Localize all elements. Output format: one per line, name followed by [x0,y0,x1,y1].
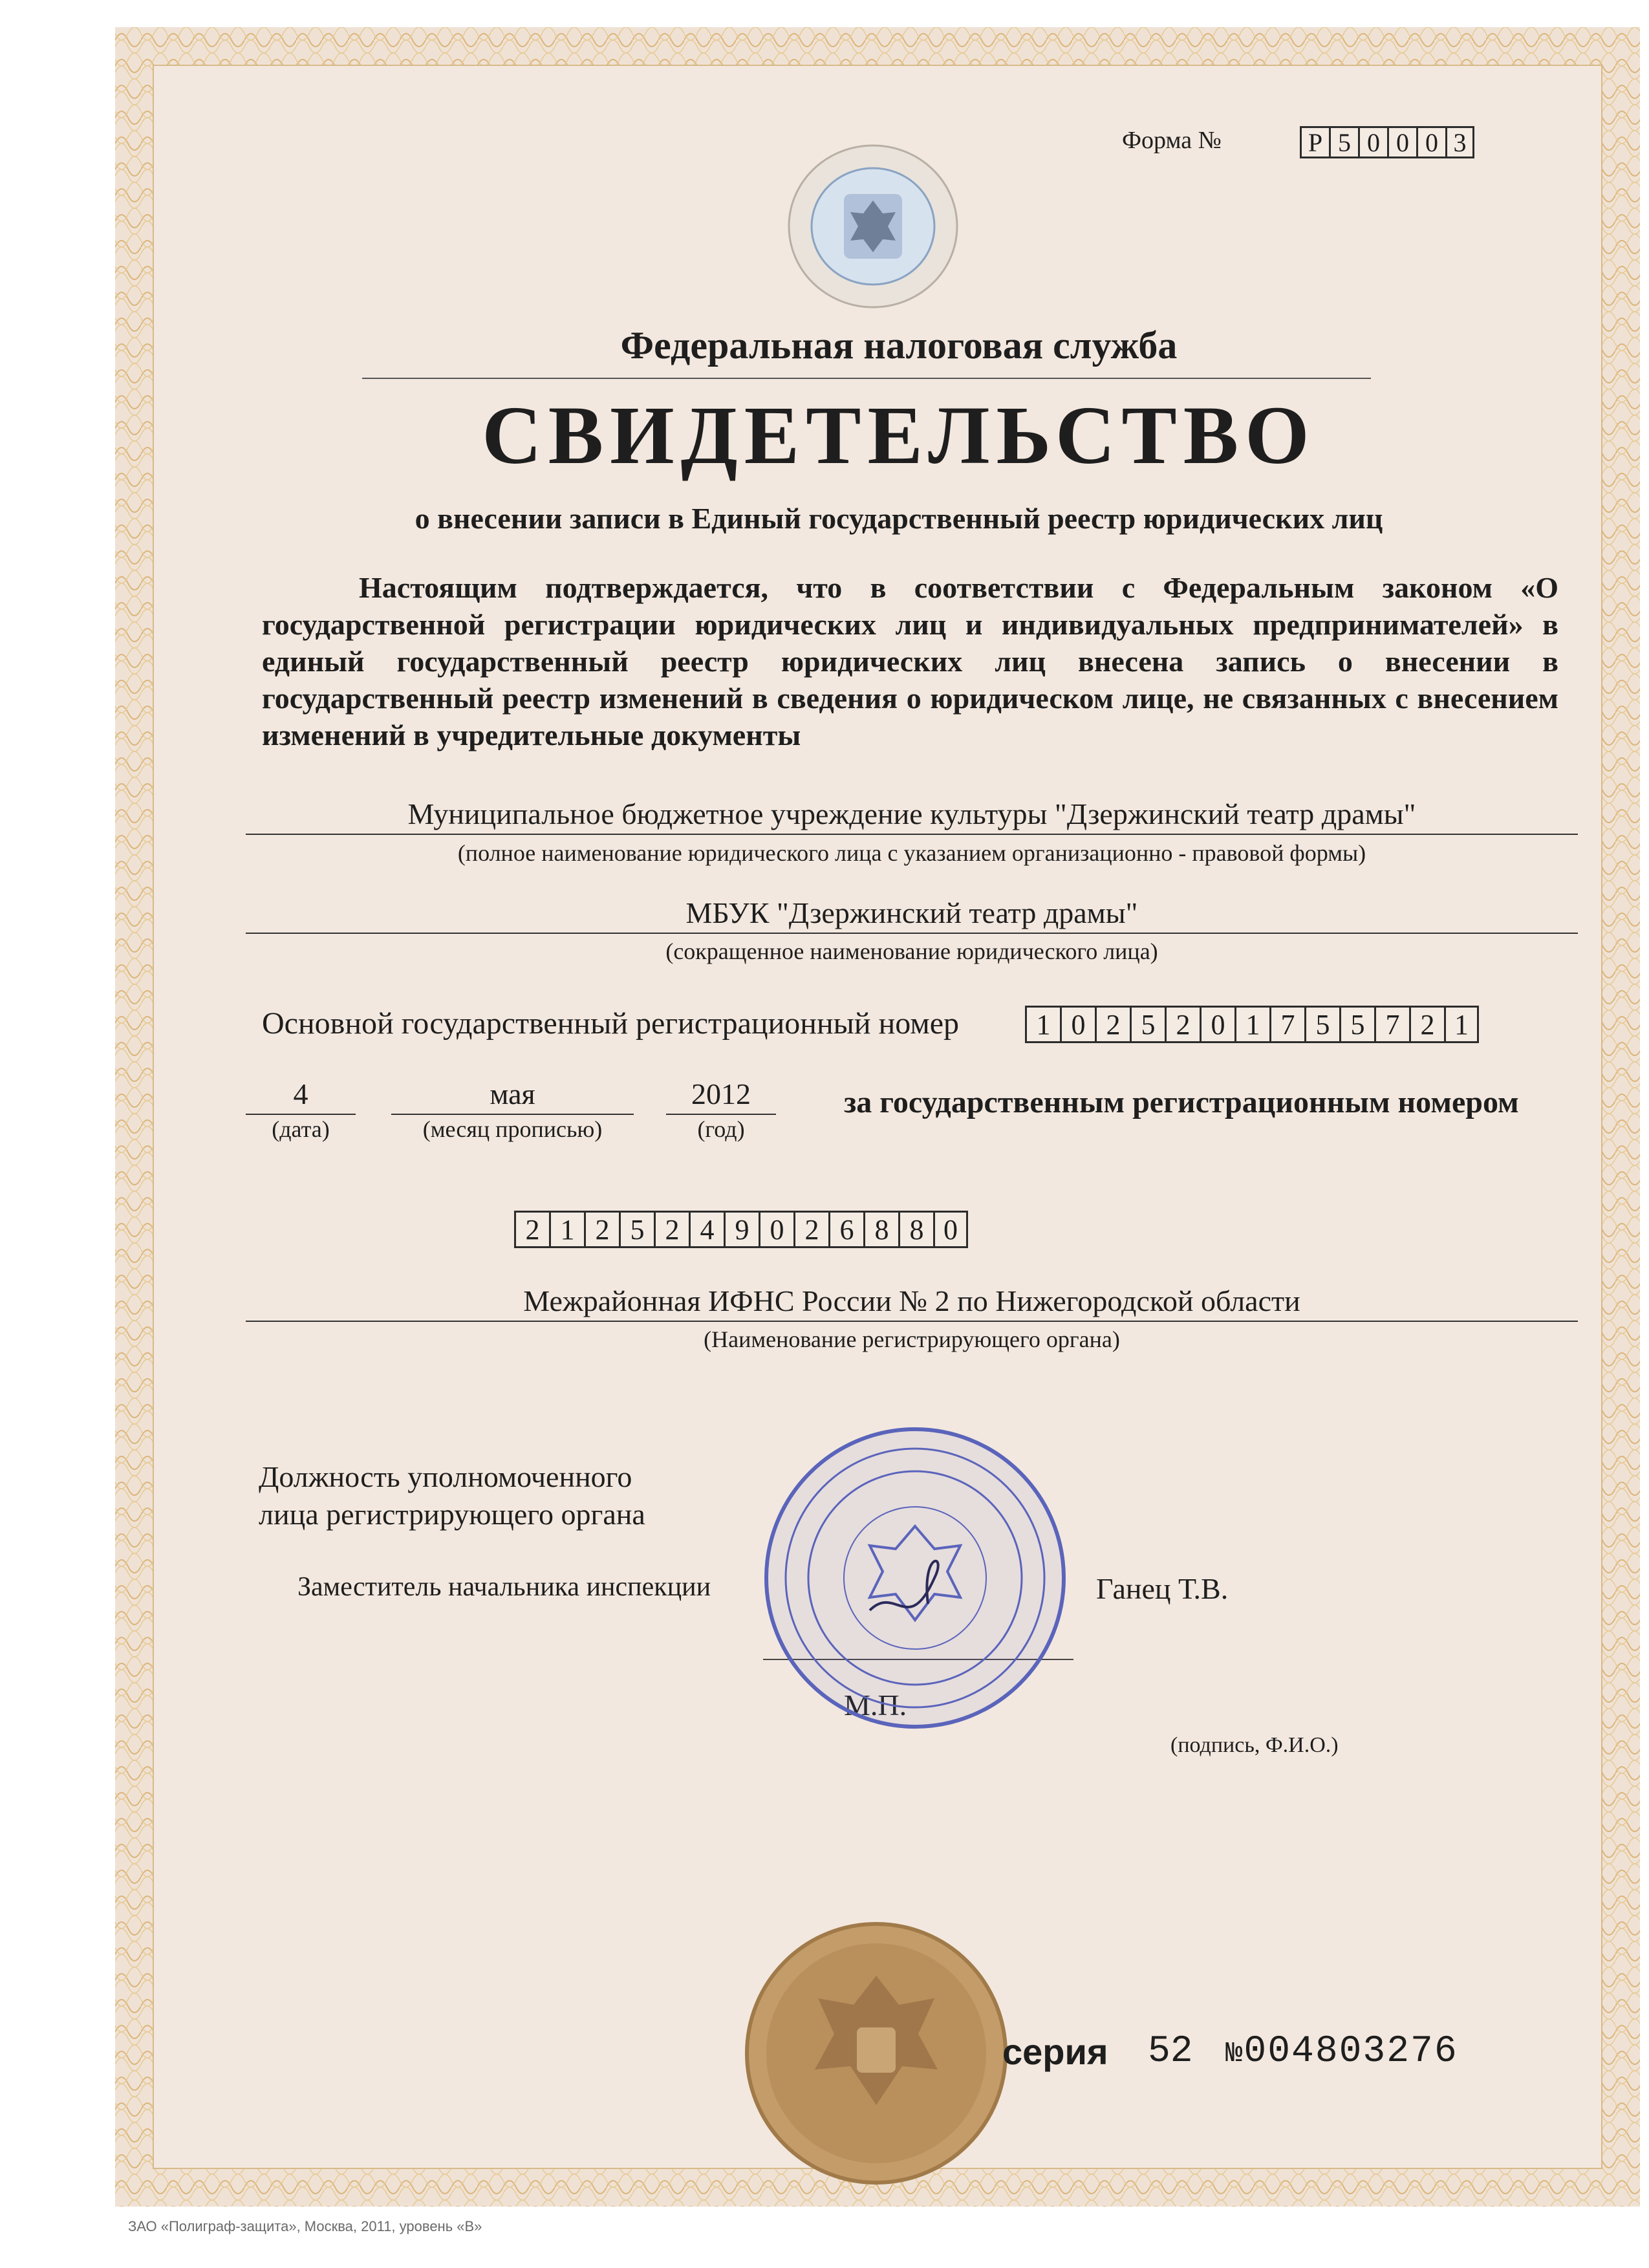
hologram-emblem [786,142,960,310]
printer-note: ЗАО «Полиграф-защита», Москва, 2011, уровень «В» [128,2218,482,2234]
official-stamp [760,1423,1070,1733]
form-number-label: Форма № [1122,127,1222,154]
grn-digit: 8 [863,1211,898,1248]
ogrn-digit: 2 [1165,1006,1200,1043]
org-short-name: МБУК "Дзержинский театр драмы" [685,896,1138,929]
org-short-name-rule [246,933,1578,934]
grn-digit: 0 [933,1211,968,1248]
ogrn-digit: 2 [1095,1006,1130,1043]
grn-digit: 4 [689,1211,724,1248]
signatory-title-label [259,1458,645,1533]
ogrn-digit: 0 [1200,1006,1234,1043]
series-number: 52 [1148,2031,1193,2073]
document-subtitle: о внесении записи в Единый государственный реестр юридических лиц [415,502,1383,535]
serial-value: 004803276 [1244,2031,1458,2073]
grn-digit: 9 [724,1211,759,1248]
grn-digit: 6 [828,1211,863,1248]
signatory-title-line1: Должность уполномоченного [259,1460,632,1493]
form-code-char: Р [1300,126,1329,158]
document-title: СВИДЕТЕЛЬСТВО [482,389,1316,481]
org-full-name-rule [246,834,1578,835]
ogrn-digit: 5 [1130,1006,1165,1043]
authority-rule [246,1321,1578,1322]
org-short-name-field [246,896,1578,934]
date-month-field [391,1077,634,1115]
date-year-rule [666,1114,776,1115]
ogrn-digit: 1 [1234,1006,1269,1043]
ogrn-digit: 1 [1444,1006,1479,1043]
ogrn-digit: 7 [1269,1006,1304,1043]
certification-text: Настоящим подтверждается, что в соответствии с Федеральным законом «О государственной регистрации юридических лиц и индивидуальных предпринимателей» в единый государственный реестр юридических лиц внесена запись о внесении в государственный реестр изменений в сведения о юридическом лице, не связанных с внесением изменений в учредительные документы [262,571,1558,751]
date-month: мая [490,1077,535,1110]
org-full-name-field [246,797,1578,835]
form-code-char: 0 [1387,126,1416,158]
grn-label: за государственным регистрационным номером [844,1085,1519,1119]
ogrn-digit: 5 [1339,1006,1374,1043]
date-day-rule [246,1114,356,1115]
ogrn-digit: 7 [1374,1006,1409,1043]
signatory-position: Заместитель начальника инспекции [297,1572,711,1602]
grn-digit: 5 [619,1211,654,1248]
signatory-title-line2: лица регистрирующего органа [259,1498,645,1531]
org-full-name-caption: (полное наименование юридического лица с указанием организационно - правовой формы) [457,840,1366,866]
grn-digit: 2 [514,1211,549,1248]
series-label: серия [1002,2031,1108,2072]
ogrn-label: Основной государственный регистрационный номер [262,1006,960,1041]
date-month-caption: (месяц прописью) [422,1116,603,1142]
grn-digit: 8 [898,1211,933,1248]
signatory-name: Ганец Т.В. [1096,1572,1229,1605]
date-day: 4 [293,1077,308,1110]
date-month-rule [391,1114,634,1115]
date-day-caption: (дата) [272,1116,330,1142]
date-year: 2012 [691,1077,751,1110]
authority-caption: (Наименование регистрирующего органа) [704,1326,1120,1352]
issuing-service: Федеральная налоговая служба [620,324,1178,367]
grn-digit: 2 [584,1211,619,1248]
ogrn-digit: 0 [1060,1006,1095,1043]
form-code-char: 5 [1329,126,1358,158]
date-day-field [246,1077,356,1115]
grn-boxes [514,1211,968,1248]
serial-number [1225,2031,1458,2073]
ogrn-digit: 1 [1025,1006,1060,1043]
serial-prefix: № [1225,2038,1244,2070]
grn-digit: 2 [654,1211,689,1248]
gold-emblem-seal [740,1917,1012,2189]
date-year-field [666,1077,776,1115]
ogrn-digit: 5 [1304,1006,1339,1043]
grn-digit: 0 [759,1211,793,1248]
form-code-char: 0 [1358,126,1387,158]
form-code-char: 0 [1416,126,1445,158]
form-number-boxes [1300,126,1474,158]
signature-caption: (подпись, Ф.И.О.) [1170,1733,1339,1757]
ogrn-boxes [1025,1006,1479,1043]
grn-digit: 1 [549,1211,584,1248]
header-divider [362,378,1371,379]
date-year-caption: (год) [697,1116,745,1142]
org-short-name-caption: (сокращенное наименование юридического лица) [665,938,1158,964]
authority-field [246,1284,1578,1322]
grn-digit: 2 [793,1211,828,1248]
authority-name: Межрайонная ИФНС России № 2 по Нижегородской области [523,1284,1300,1317]
form-code-char: 3 [1445,126,1474,158]
ogrn-digit: 2 [1409,1006,1444,1043]
org-full-name: Муниципальное бюджетное учреждение культуры "Дзержинский театр драмы" [407,797,1416,830]
